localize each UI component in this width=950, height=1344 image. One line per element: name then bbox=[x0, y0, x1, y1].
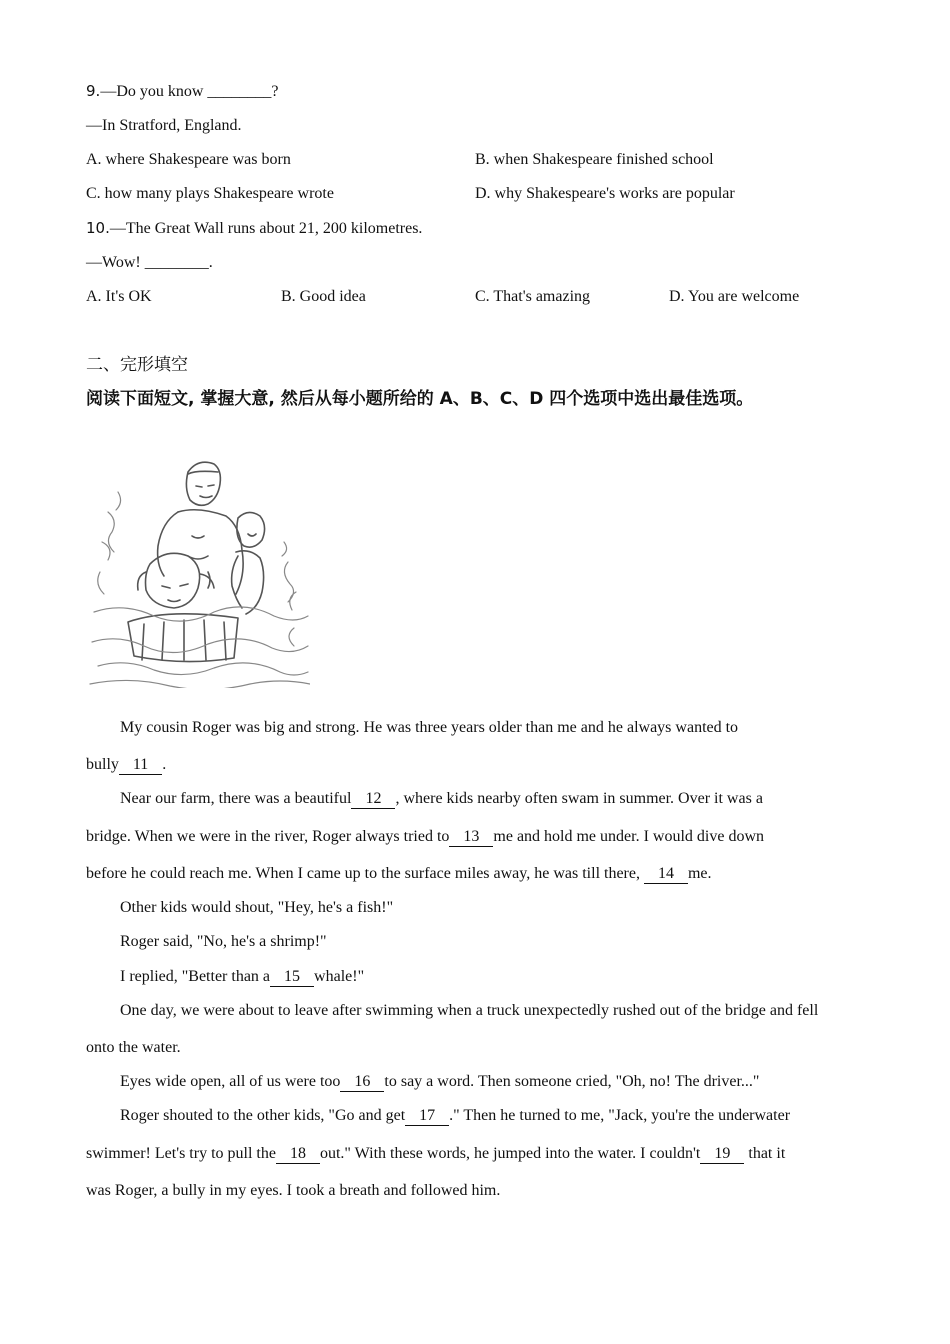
passage-line bbox=[120, 1106, 790, 1126]
passage-text: before he could reach me. When I came up to the surface miles away, he was till there, bbox=[86, 865, 644, 882]
passage-line bbox=[86, 864, 712, 884]
blank-14[interactable]: 14 bbox=[644, 865, 688, 884]
question-number: 10. bbox=[86, 219, 110, 237]
blank-12[interactable]: 12 bbox=[351, 790, 395, 809]
passage-line bbox=[86, 827, 764, 847]
passage-line bbox=[120, 967, 364, 987]
question-stem-text: —The Great Wall runs about 21, 200 kilometres. bbox=[109, 220, 423, 237]
passage-line: Other kids would shout, "Hey, he's a fish!" bbox=[120, 899, 394, 916]
q10-option-a[interactable]: A. It's OK bbox=[86, 288, 152, 305]
passage-text: Eyes wide open, all of us were too bbox=[120, 1073, 341, 1090]
q9-option-d[interactable]: D. why Shakespeare's works are popular bbox=[475, 185, 735, 202]
passage-text: me and hold me under. I would dive down bbox=[493, 828, 765, 845]
passage-line: My cousin Roger was big and strong. He was three years older than me and he always wanted to bbox=[120, 719, 739, 736]
question-10-reply: —Wow! ________. bbox=[86, 254, 213, 271]
passage-text: , where kids nearby often swam in summer. Over it was a bbox=[395, 790, 763, 807]
question-10-stem bbox=[86, 218, 422, 239]
section-title: 二、完形填空 bbox=[86, 355, 188, 375]
passage-text: out." With these words, he jumped into the water. I couldn't bbox=[319, 1145, 701, 1162]
passage-text: that it bbox=[744, 1145, 786, 1162]
question-stem-text: —Do you know ________? bbox=[100, 83, 279, 100]
q9-option-c[interactable]: C. how many plays Shakespeare wrote bbox=[86, 185, 334, 202]
question-number: 9. bbox=[86, 82, 101, 100]
passage-line: onto the water. bbox=[86, 1039, 181, 1056]
passage-text: Roger shouted to the other kids, "Go and get bbox=[120, 1107, 406, 1124]
blank-19[interactable]: 19 bbox=[700, 1145, 744, 1164]
question-9-reply: —In Stratford, England. bbox=[86, 117, 242, 134]
passage-line: One day, we were about to leave after swimming when a truck unexpectedly rushed out of the bridge and fell bbox=[120, 1002, 819, 1019]
blank-11[interactable]: 11 bbox=[119, 756, 162, 775]
passage-text: bully bbox=[86, 756, 119, 773]
blank-13[interactable]: 13 bbox=[449, 828, 493, 847]
q10-option-b[interactable]: B. Good idea bbox=[281, 288, 366, 305]
passage-text: ." Then he turned to me, "Jack, you're the underwater bbox=[449, 1107, 791, 1124]
passage-line bbox=[86, 755, 166, 775]
passage-line: was Roger, a bully in my eyes. I took a breath and followed him. bbox=[86, 1182, 501, 1199]
passage-text: me. bbox=[687, 865, 712, 882]
passage-text: swimmer! Let's try to pull the bbox=[86, 1145, 276, 1162]
blank-18[interactable]: 18 bbox=[276, 1145, 320, 1164]
q10-option-d[interactable]: D. You are welcome bbox=[669, 288, 800, 305]
q9-option-b[interactable]: B. when Shakespeare finished school bbox=[475, 151, 714, 168]
passage-text: to say a word. Then someone cried, "Oh, no! The driver..." bbox=[384, 1073, 760, 1090]
question-9-stem bbox=[86, 81, 279, 102]
passage-text: Near our farm, there was a beautiful bbox=[120, 790, 352, 807]
blank-17[interactable]: 17 bbox=[405, 1107, 449, 1126]
q10-option-c[interactable]: C. That's amazing bbox=[475, 288, 591, 305]
passage-line bbox=[120, 789, 763, 809]
passage-text: . bbox=[162, 756, 167, 773]
passage-line: Roger said, "No, he's a shrimp!" bbox=[120, 933, 327, 950]
q9-option-a[interactable]: A. where Shakespeare was born bbox=[86, 151, 291, 168]
passage-text: bridge. When we were in the river, Roger always tried to bbox=[86, 828, 450, 845]
blank-16[interactable]: 16 bbox=[340, 1073, 384, 1092]
passage-line bbox=[86, 1144, 785, 1164]
illustration-rescue-swimmers bbox=[88, 452, 310, 688]
passage-text: whale!" bbox=[314, 968, 365, 985]
passage-text: I replied, "Better than a bbox=[120, 968, 271, 985]
section-instruction: 阅读下面短文, 掌握大意, 然后从每小题所给的 A、B、C、D 四个选项中选出最佳选项。 bbox=[86, 389, 754, 409]
passage-line bbox=[120, 1072, 759, 1092]
blank-15[interactable]: 15 bbox=[270, 968, 314, 987]
